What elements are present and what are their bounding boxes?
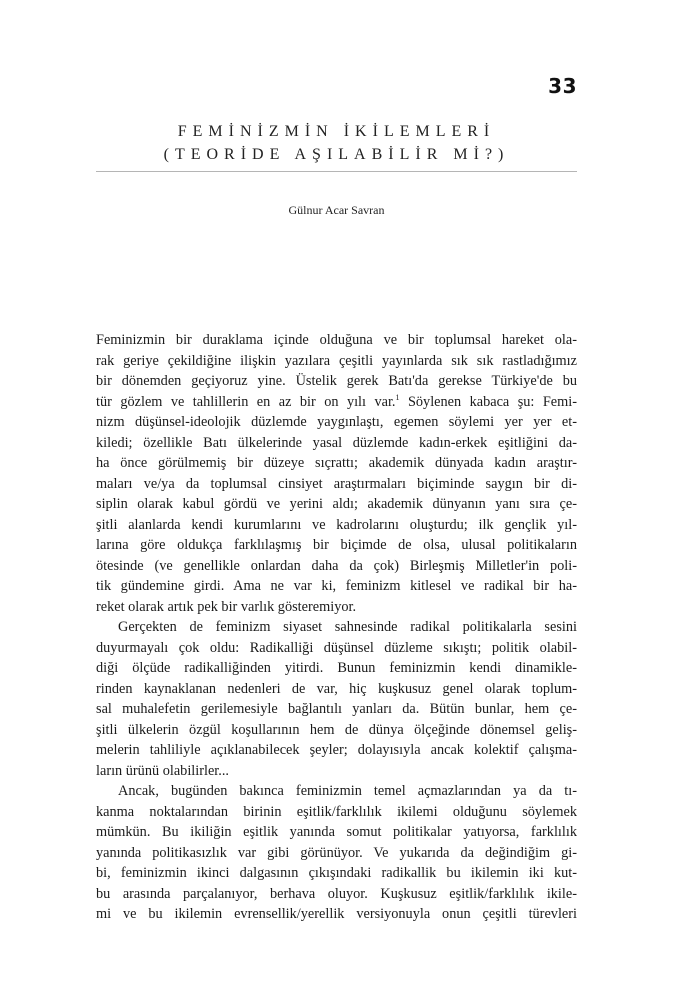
text-line: maları ve/ya da toplumsal cinsiyet araştırmaları biçiminde saygın bir di- xyxy=(96,475,577,492)
text-line: şitli alanlarda kendi kurumlarını ve kadrolarını oluşturdu; ilk gençlik yıl- xyxy=(96,516,577,533)
author-name: Gülnur Acar Savran xyxy=(288,203,385,217)
text-line: duyurmayalı çok oldu: Radikalliği düşünsel düzleme sıkıştı; politik olabil- xyxy=(96,639,577,656)
text-line: melerin tahliliyle açıklanabilecek şeyler; dolayısıyla ancak kolektif çalışma- xyxy=(96,742,577,758)
text-line: mümkün. Bu ikiliğin eşitlik yanında somut politikalar yatıyorsa, farklılık xyxy=(96,824,577,840)
text-segment: Söylenen kabaca şu: Femi- xyxy=(399,393,577,410)
text-line: Feminizmin bir duraklama içinde olduğuna ve bir toplumsal hareket ola- xyxy=(96,332,577,348)
text-line: ötesinde (ve genellikle onlardan daha da çok) Birleşmiş Milletler'in poli- xyxy=(96,557,577,574)
chapter-title-line-2: (TEORİDE AŞILABİLİR Mİ?) xyxy=(163,146,510,163)
text-line: Gerçekten de feminizm siyaset sahnesinde radikal politikalarla sesini xyxy=(118,619,577,635)
paragraph-1 xyxy=(96,330,577,617)
text-line: reket olarak artık pek bir varlık gösteremiyor. xyxy=(96,598,357,615)
text-line: rinden kaynaklanan nedenleri de var, hiç kuşkusuz genel olarak toplum- xyxy=(96,680,577,697)
text-line: şitli ülkelerin özgül koşullarının hem de dünya ölçeğinde dönemsel geliş- xyxy=(96,721,577,738)
paragraph-2 xyxy=(96,617,577,781)
text-segment: tür gözlem ve tahlillerin en az bir on yılı var. xyxy=(96,393,396,410)
text-line: nizm düşünsel-ideolojik düzlemde yaygınlaştı, egemen söylemi yer yer et- xyxy=(96,414,577,430)
text-line-with-footnote xyxy=(96,392,577,413)
text-line: yanında politikasızlık var gibi görünüyor. Ve yukarıda da değindiğim gi- xyxy=(96,844,577,861)
text-line: bu arasında parçalanıyor, berhava oluyor. Kuşkusuz eşitlik/farklılık ikile- xyxy=(96,885,577,902)
text-line: Ancak, bugünden bakınca feminizmin temel açmazlarından ya da tı- xyxy=(118,783,577,799)
body-text xyxy=(96,330,577,925)
text-line: larına göre oldukça farklılaşmış bir biçimde de olsa, ulusal politikaların xyxy=(96,537,577,553)
text-line: ların ürünü olabilirler... xyxy=(96,762,230,779)
text-line: ha önce görülmemiş bir düzeye sıçrattı; akademik dünyada kadın araştır- xyxy=(96,455,577,471)
text-line: sal muhalefetin gerilemesiyle bağlantılı yanları da. Bütün bunlar, hem çe- xyxy=(96,701,577,717)
text-line: bir dönemden geçiyoruz yine. Üstelik gerek Batı'da gerekse Türkiye'de bu xyxy=(96,373,577,389)
title-divider xyxy=(96,171,577,172)
text-line: diği ölçüde radikalliğinden yitirdi. Bunun feminizmin kendi dinamikle- xyxy=(96,660,577,676)
text-line: bi, feminizmin ikinci dalgasının çıkışındaki radikallik bu ikilemin iki kut- xyxy=(96,865,577,881)
chapter-title xyxy=(96,120,577,166)
page-number: 33 xyxy=(548,74,577,98)
text-line: siplin olarak kabul gördü ve yerini aldı; akademik dünyanın yanı sıra çe- xyxy=(96,496,577,512)
footnote-marker[interactable]: 1 xyxy=(395,392,400,402)
text-line: kanma noktalarından birinin eşitlik/farklılık ikilemi olduğunu söylemek xyxy=(96,803,577,820)
text-line: tik gündemine girdi. Ama ne var ki, feminizm kitlesel ve radikal bir ha- xyxy=(96,578,577,594)
chapter-title-line-1: FEMİNİZMİN İKİLEMLERİ xyxy=(177,123,496,140)
text-line: mi ve bu ikilemin evrensellik/yerellik versiyonuyla onun çeşitli türevleri xyxy=(96,906,577,922)
text-line: rak geriye çekildiğine ilişkin yazılara çeşitli yayınlarda sık sık rastladığımız xyxy=(96,352,577,369)
text-line: kiledi; özellikle Batı ülkelerinde yasal düzlemde kadın-erkek eşitliğini da- xyxy=(96,434,577,451)
paragraph-3 xyxy=(96,781,577,925)
